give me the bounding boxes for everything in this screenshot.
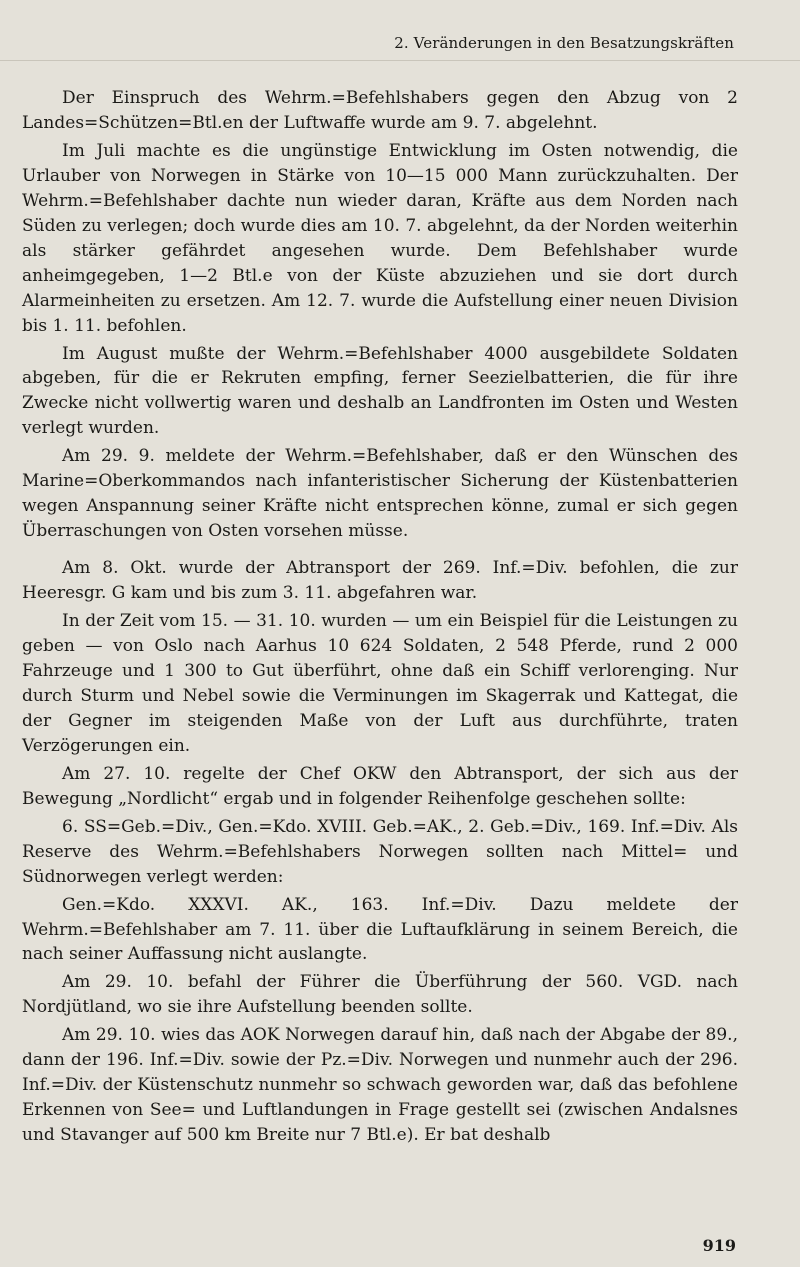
paragraph: 6. SS=Geb.=Div., Gen.=Kdo. XVIII. Geb.=AK., 2. Geb.=Div., 169. Inf.=Div. Als Reserve des Wehrm.=Befehlshabers Norwegen sollten nach Mittel= und Südnorwegen verlegt werden:	[22, 816, 738, 887]
paragraph: Am 8. Okt. wurde der Abtransport der 269. Inf.=Div. befohlen, die zur Heeresgr. G kam und bis zum 3. 11. abgefahren war.	[22, 558, 738, 604]
header-rule	[0, 60, 800, 61]
paragraph: Am 29. 10. befahl der Führer die Überführung der 560. VGD. nach Nordjütland, wo sie ihre Aufstellung beenden sollte.	[22, 972, 738, 1018]
paragraph: Gen.=Kdo. XXXVI. AK., 163. Inf.=Div. Dazu meldete der Wehrm.=Befehlshaber am 7. 11. über die Luftaufklärung in seinem Bereich, die nach seiner Auffassung nicht auslangte.	[22, 894, 738, 965]
page-number: 919	[702, 1236, 736, 1255]
body-text	[22, 86, 738, 1151]
paragraph: Im Juli machte es die ungünstige Entwicklung im Osten notwendig, die Urlauber von Norwegen in Stärke von 10—15 000 Mann zurückzuhalten. Der Wehrm.=Befehlshaber dachte nun wieder daran, Kräfte aus dem Norden nach Süden zu verlegen; doch wurde dies am 10. 7. abgelehnt, da der Norden weiterhin als stärker gefährdet angesehen wurde. Dem Befehlshaber wurde anheimgegeben, 1—2 Btl.e von der Küste abzuziehen und sie dort durch Alarmeinheiten zu ersetzen. Am 12. 7. wurde die Aufstellung einer neuen Division bis 1. 11. befohlen.	[22, 140, 738, 336]
paragraph: Am 29. 9. meldete der Wehrm.=Befehlshaber, daß er den Wünschen des Marine=Oberkommandos nach infanteristischer Sicherung der Küstenbatterien wegen Anspannung seiner Kräfte nicht entsprechen könne, zumal er sich gegen Überraschungen von Osten vorsehen müsse.	[22, 446, 738, 542]
paragraph: Am 27. 10. regelte der Chef OKW den Abtransport, der sich aus der Bewegung „Nordlicht“ ergab und in folgender Reihenfolge geschehen sollte:	[22, 763, 738, 809]
paragraph: Am 29. 10. wies das AOK Norwegen darauf hin, daß nach der Abgabe der 89., dann der 196. Inf.=Div. sowie der Pz.=Div. Norwegen und nunmehr auch der 296. Inf.=Div. der Küstenschutz nunmehr so schwach geworden war, daß das befohlene Erkennen von See= und Luftlandungen in Frage gestellt sei (zwischen Andalsnes und Stavanger auf 500 km Breite nur 7 Btl.e). Er bat deshalb	[22, 1025, 738, 1146]
paragraph: Der Einspruch des Wehrm.=Befehlshabers gegen den Abzug von 2 Landes=Schützen=Btl.en der Luftwaffe wurde am 9. 7. abgelehnt.	[22, 88, 738, 133]
paragraph: Im August mußte der Wehrm.=Befehlshaber 4000 ausgebildete Soldaten abgeben, für die er Rekruten empfing, ferner Seezielbatterien, die für ihre Zwecke nicht vollwertig waren und deshalb an Landfronten im Osten und Westen verlegt wurden.	[22, 343, 738, 439]
paragraph: In der Zeit vom 15. — 31. 10. wurden — um ein Beispiel für die Leistungen zu geben — von Oslo nach Aarhus 10 624 Soldaten, 2 548 Pferde, rund 2 000 Fahrzeuge und 1 300 to Gut überführt, ohne daß ein Schiff verlorenging. Nur durch Sturm und Nebel sowie die Verminungen im Skagerrak und Kattegat, die der Gegner im steigenden Maße von der Luft aus durchführte, traten Verzögerungen ein.	[22, 611, 738, 756]
running-head: 2. Veränderungen in den Besatzungskräften	[394, 34, 734, 52]
